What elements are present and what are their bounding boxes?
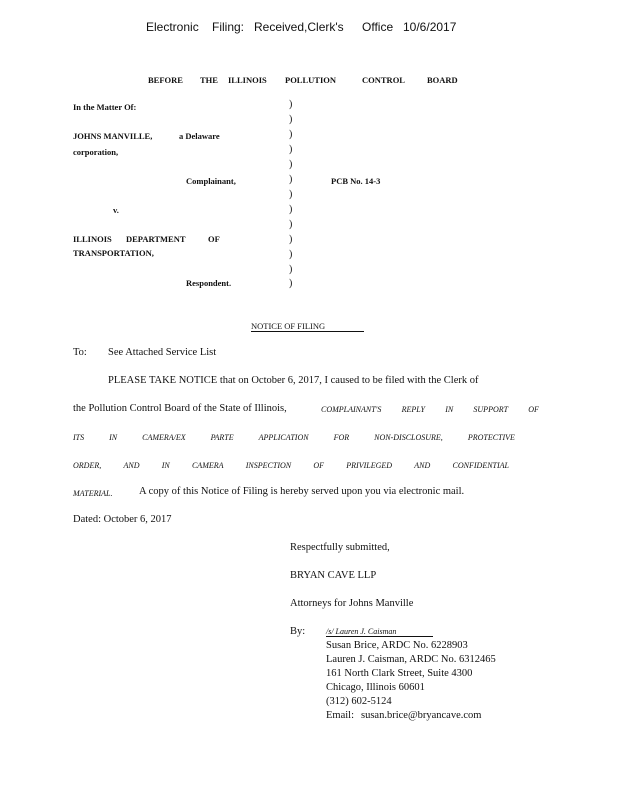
italic-word: OF <box>528 405 539 414</box>
notice-line-5-plain: A copy of this Notice of Filing is hereby served upon you via electronic mail. <box>139 486 465 497</box>
italic-word: CAMERA/EX <box>142 433 186 442</box>
complainant-name: JOHNS MANVILLE, <box>73 131 153 141</box>
caption-paren: ) <box>289 144 293 155</box>
respectfully-submitted: Respectfully submitted, <box>290 542 390 553</box>
complainant-desc: a Delaware <box>179 131 220 141</box>
attorney-line-1: Susan Brice, ARDC No. 6228903 <box>326 640 468 651</box>
address-street: 161 North Clark Street, Suite 4300 <box>326 668 473 679</box>
caption-paren: ) <box>289 189 293 200</box>
italic-word: PROTECTIVE <box>467 433 515 442</box>
italic-word: PARTE <box>210 433 234 442</box>
header-received: Received,Clerk's <box>254 20 344 34</box>
email-label: Email: <box>326 710 354 721</box>
italic-word: IN <box>161 461 170 470</box>
caption-word-control: CONTROL <box>362 75 405 85</box>
caption-paren: ) <box>289 99 293 110</box>
case-number: PCB No. 14-3 <box>331 176 381 186</box>
notice-line-3 <box>73 433 515 442</box>
italic-word: CAMERA <box>191 461 224 470</box>
respondent-word-illinois: ILLINOIS <box>73 234 112 244</box>
caption-paren: ) <box>289 174 293 185</box>
caption-paren: ) <box>289 278 293 289</box>
header-office: Office <box>362 20 394 34</box>
to-value: See Attached Service List <box>108 347 217 358</box>
respondent-word-department: DEPARTMENT <box>126 234 186 244</box>
notice-line-4 <box>73 461 509 470</box>
complainant-desc-2: corporation, <box>73 147 119 157</box>
italic-word: NON-DISCLOSURE, <box>374 433 443 442</box>
in-the-matter: In the Matter Of: <box>73 102 137 112</box>
caption-paren: ) <box>289 264 293 275</box>
italic-word: PRIVILEGED <box>346 461 393 470</box>
caption-paren: ) <box>289 234 293 245</box>
italic-word: APPLICATION <box>258 433 309 442</box>
caption-paren: ) <box>289 204 293 215</box>
email-address: susan.brice@bryancave.com <box>361 710 482 721</box>
italic-word: REPLY <box>401 405 425 414</box>
respondent-word-of: OF <box>208 234 220 244</box>
caption-paren: ) <box>289 114 293 125</box>
caption-word-the: THE <box>200 75 218 85</box>
italic-word: CONFIDENTIAL <box>452 461 509 470</box>
italic-word: AND <box>414 461 431 470</box>
italic-word: OF <box>313 461 325 470</box>
notice-line-2-italic <box>321 405 539 414</box>
header-filing: Filing: <box>212 20 245 34</box>
notice-title: NOTICE OF FILING <box>251 321 364 332</box>
notice-line-2-plain: the Pollution Control Board of the State of Illinois, <box>73 403 287 414</box>
italic-word: SUPPORT <box>473 405 509 414</box>
header-electronic: Electronic <box>146 20 199 34</box>
caption-word-board: BOARD <box>427 75 458 85</box>
italic-word: ITS <box>73 433 85 442</box>
by-label: By: <box>290 626 306 637</box>
italic-word: IN <box>445 405 454 414</box>
notice-line-5-italic: MATERIAL. <box>73 489 113 498</box>
caption-paren: ) <box>289 249 293 260</box>
italic-word: IN <box>109 433 118 442</box>
caption-paren: ) <box>289 159 293 170</box>
caption-word-pollution: POLLUTION <box>285 75 337 85</box>
italic-word: FOR <box>333 433 350 442</box>
italic-word: AND <box>123 461 140 470</box>
header-date: 10/6/2017 <box>403 20 457 34</box>
versus: v. <box>113 205 119 215</box>
caption-paren: ) <box>289 129 293 140</box>
address-city: Chicago, Illinois 60601 <box>326 682 425 693</box>
italic-word: INSPECTION <box>245 461 292 470</box>
italic-word: COMPLAINANT'S <box>321 405 382 414</box>
caption-word-illinois: ILLINOIS <box>228 75 267 85</box>
attorneys-for: Attorneys for Johns Manville <box>290 598 414 609</box>
caption-word-before: BEFORE <box>148 75 183 85</box>
attorney-line-2: Lauren J. Caisman, ARDC No. 6312465 <box>326 654 496 665</box>
respondent-role: Respondent. <box>186 278 232 288</box>
phone-number: (312) 602-5124 <box>326 696 392 707</box>
caption-paren: ) <box>289 219 293 230</box>
italic-word: ORDER, <box>73 461 102 470</box>
dated-line: Dated: October 6, 2017 <box>73 514 172 525</box>
firm-name: BRYAN CAVE LLP <box>290 570 377 581</box>
respondent-name-line2: TRANSPORTATION, <box>73 248 154 258</box>
complainant-role: Complainant, <box>186 176 236 186</box>
electronic-signature: /s/ Lauren J. Caisman <box>326 627 433 637</box>
notice-line-1: PLEASE TAKE NOTICE that on October 6, 2017, I caused to be filed with the Clerk of <box>108 375 479 386</box>
to-label: To: <box>73 347 87 358</box>
